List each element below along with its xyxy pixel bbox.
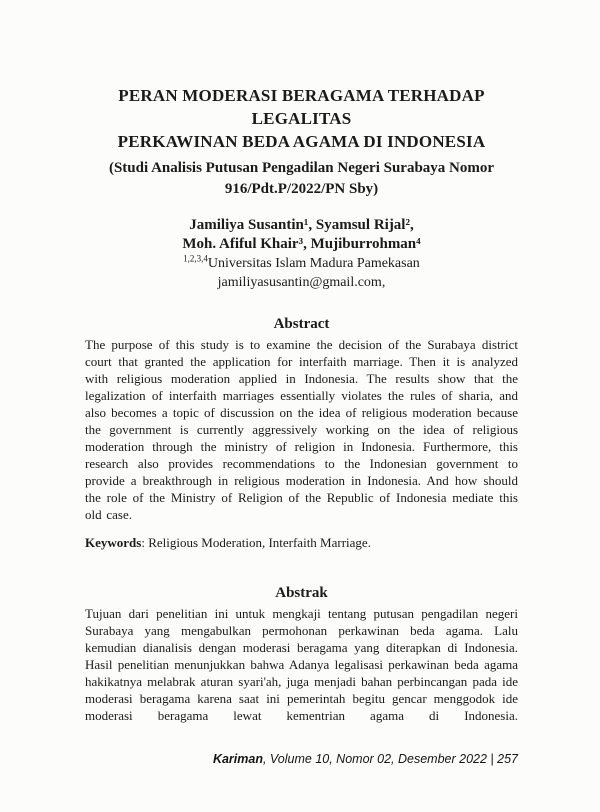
paper-subtitle-line-2: 916/Pdt.P/2022/PN Sby): [224, 181, 379, 197]
keywords-line: [85, 534, 518, 551]
keywords-text: : Religious Moderation, Interfaith Marriage.: [141, 535, 371, 550]
journal-name: Kariman: [212, 752, 263, 766]
affiliation-superscript: 1,2,3,4: [183, 253, 208, 264]
abstrak-heading: Abstrak: [275, 585, 328, 601]
paper-subtitle: [85, 158, 518, 200]
abstrak-body-text: Tujuan dari penelitian ini untuk mengkaji tentang putusan pengadilan negeri Surabaya yang mengabulkan permohonan perkawinan beda agama. Lalu kemudian dianalisis dengan moderasi beragama yang diterapkan di Indonesia. Hasil penelitian menunjukkan bahwa Adanya legalisasi perkawinan beda agama hakikatnya melabrak aturan syari'ah, juga menjadi bahan perbincangan pada ide moderasi beragama karena saat ini pemerintah begitu gencar menggodok ide moderasi beragama lewat kementrian agama di Indonesia.: [85, 606, 518, 723]
paper-title: [85, 84, 518, 153]
abstract-heading: Abstract: [273, 316, 330, 332]
author-email: jamiliyasusantin@gmail.com,: [217, 275, 386, 290]
abstract-body-text: The purpose of this study is to examine the decision of the Surabaya district court that granted the application for interfaith marriage. Then it is analyzed with religious moderation applied in Indonesia. The results show that the legalization of interfaith marriages essentially violates the rules of sharia, and also becomes a topic of discussion on the idea of religious moderation because the government is currently aggressively working on the idea of religious moderation through the ministry of religion in Indonesia. Furthermore, this research also provides recommendations to the Indonesian government to provide a breakthrough in religious moderation in Indonesia. And how should the role of the Ministry of Religion of the Republic of Indonesia mediate this old case.: [85, 337, 518, 522]
paper-title-line-2: PERKAWINAN BEDA AGAMA DI INDONESIA: [117, 132, 486, 151]
author-names-line-2: Moh. Afiful Khair³, Mujiburrohman⁴: [182, 236, 421, 252]
abstract-section: [85, 315, 518, 551]
author-names: [85, 216, 518, 254]
author-names-line-1: Jamiliya Susantin¹, Syamsul Rijal²,: [189, 217, 414, 233]
author-affiliation: [85, 254, 518, 273]
paper-title-line-1: PERAN MODERASI BERAGAMA TERHADAP LEGALITAS: [118, 86, 485, 128]
journal-issue-info: , Volume 10, Nomor 02, Desember 2022 | 257: [262, 752, 518, 766]
journal-footer: [213, 751, 518, 767]
paper-subtitle-line-1: (Studi Analisis Putusan Pengadilan Negeri Surabaya Nomor: [108, 160, 495, 176]
keywords-label: Keywords: [85, 535, 142, 550]
abstrak-section: [85, 584, 518, 724]
affiliation-name: Universitas Islam Madura Pamekasan: [207, 256, 420, 271]
